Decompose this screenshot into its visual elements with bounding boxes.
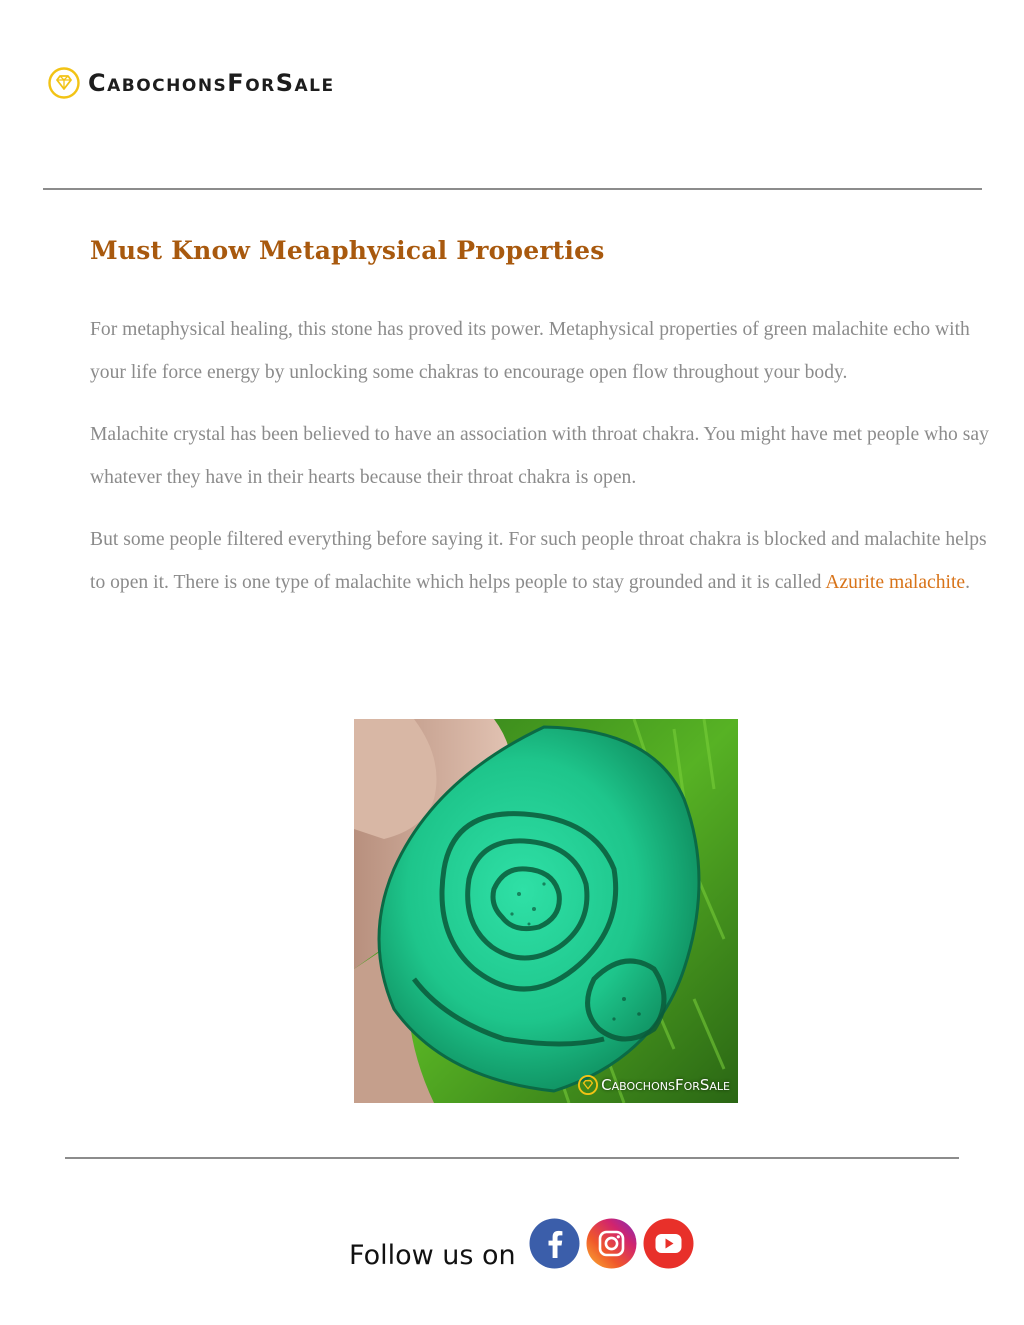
article-body (90, 309, 995, 624)
paragraph-throat-chakra: Malachite crystal has been believed to have an association with throat chakra. You might have met people who say whatever they have in their hearts because their throat chakra is open. (90, 424, 989, 488)
section-heading: Must Know Metaphysical Properties (90, 236, 605, 265)
brand-name: CabochonsForSale (88, 69, 335, 97)
follow-us-label: Follow us on (349, 1240, 516, 1271)
diamond-logo-icon (48, 67, 80, 99)
paragraph-azurite-end: . (965, 571, 971, 593)
youtube-icon[interactable] (643, 1218, 694, 1269)
paragraph-azurite (90, 519, 995, 604)
brand-logo[interactable] (48, 66, 335, 100)
paragraph-azurite-text: But some people filtered everything before saying it. For such people throat chakra is blocked and malachite helps to open it. There is one type of malachite which helps people to stay grounded and it is called (90, 529, 987, 593)
photo-watermark (578, 1075, 730, 1095)
facebook-icon[interactable] (529, 1218, 580, 1269)
malachite-photo (354, 719, 738, 1103)
malachite-stone-illustration (354, 719, 738, 1103)
footer-divider (65, 1157, 959, 1159)
instagram-icon[interactable] (586, 1218, 637, 1269)
paragraph-metaphysical-healing: For metaphysical healing, this stone has proved its power. Metaphysical properties of green malachite echo with your life force energy by unlocking some chakras to encourage open flow throughout your body. (90, 319, 970, 383)
watermark-text: CabochonsForSale (601, 1076, 730, 1094)
diamond-watermark-icon (578, 1075, 598, 1095)
azurite-malachite-link[interactable]: Azurite malachite (825, 571, 966, 593)
header-divider (43, 188, 982, 190)
